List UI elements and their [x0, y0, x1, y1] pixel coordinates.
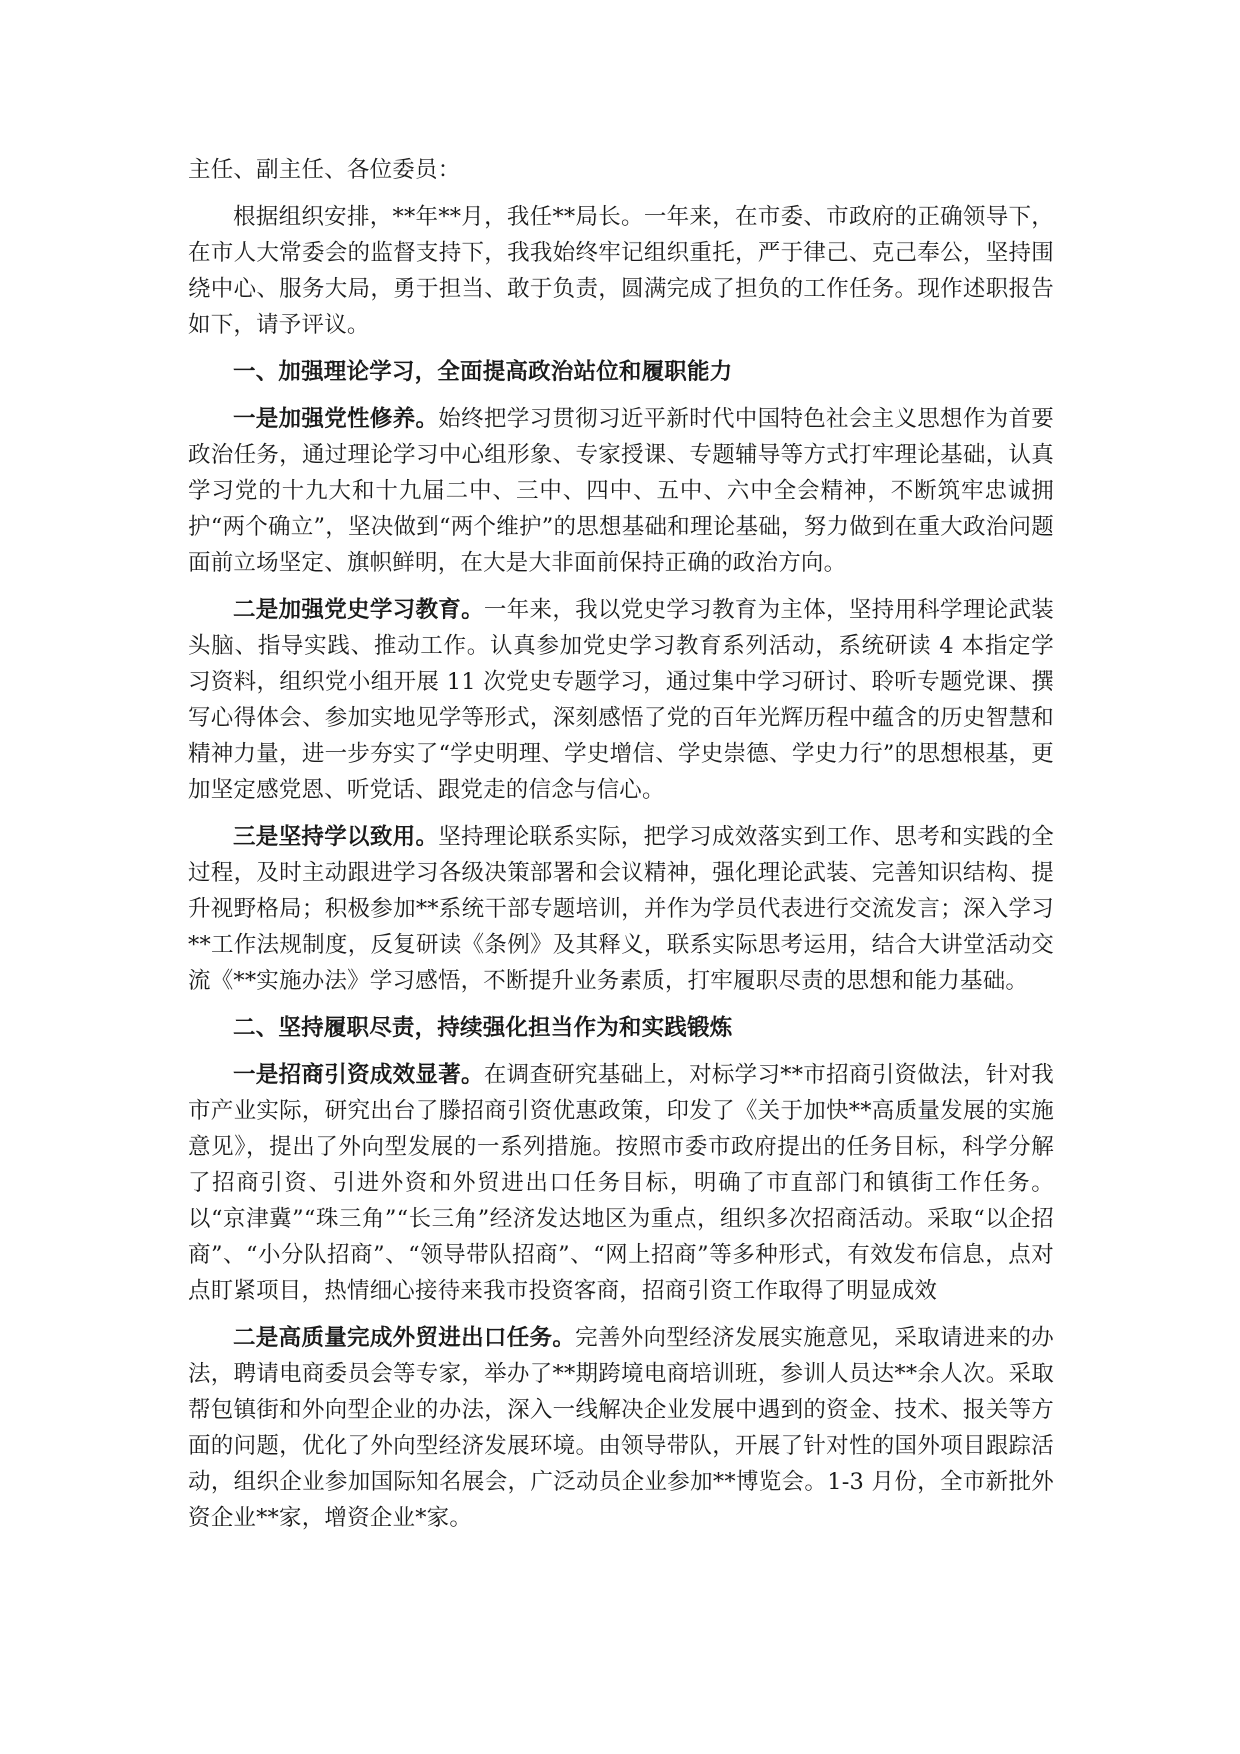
section-heading-2: 二、坚持履职尽责，持续强化担当作为和实践锻炼	[233, 1015, 733, 1041]
paragraph	[188, 819, 1054, 999]
paragraph	[188, 592, 1054, 808]
document-page	[188, 152, 1054, 1547]
salutation: 主任、副主任、各位委员：	[188, 157, 461, 183]
paragraph-body: 始终把学习贯彻习近平新时代中国特色社会主义思想作为首要政治任务，通过理论学习中心组形象、专家授课、专题辅导等方式打牢理论基础，认真学习党的十九大和十九届二中、三中、四中、五中、六中全会精神，不断筑牢忠诚拥护“两个确立”，坚决做到“两个维护”的思想基础和理论基础，努力做到在重大政治问题面前立场坚定、旗帜鲜明，在大是大非面前保持正确的政治方向。	[188, 406, 1054, 576]
paragraph	[188, 1057, 1054, 1309]
paragraph-lead: 二是加强党史学习教育。	[233, 597, 484, 623]
paragraph-body: 一年来，我以党史学习教育为主体，坚持用科学理论武装头脑、指导实践、推动工作。认真参加党史学习教育系列活动，系统研读 4 本指定学习资料，组织党小组开展 11 次党史专题学习，通过集中学习研讨、聆听专题党课、撰写心得体会、参加实地见学等形式，深刻感悟了党的百年光辉历程中蕴含的历史智慧和精神力量，进一步夯实了“学史明理、学史增信、学史崇德、学史力行”的思想根基，更加坚定感党恩、听党话、跟党走的信念与信心。	[188, 597, 1054, 803]
paragraph	[188, 1320, 1054, 1536]
paragraph-body: 完善外向型经济发展实施意见，采取请进来的办法，聘请电商委员会等专家，举办了**期跨境电商培训班，参训人员达**余人次。采取帮包镇街和外向型企业的办法，深入一线解决企业发展中遇到的资金、技术、报关等方面的问题，优化了外向型经济发展环境。由领导带队，开展了针对性的国外项目跟踪活动，组织企业参加国际知名展会，广泛动员企业参加**博览会。1-3 月份，全市新批外资企业**家，增资企业*家。	[188, 1325, 1054, 1531]
paragraph-lead: 一是加强党性修养。	[233, 406, 439, 432]
paragraph-body: 在调查研究基础上，对标学习**市招商引资做法，针对我市产业实际，研究出台了滕招商引资优惠政策，印发了《关于加快**高质量发展的实施意见》，提出了外向型发展的一系列措施。按照市委市政府提出的任务目标，科学分解了招商引资、引进外资和外贸进出口任务目标，明确了市直部门和镇街工作任务。以“京津冀”“珠三角”“长三角”经济发达地区为重点，组织多次招商活动。采取“以企招商”、“小分队招商”、“领导带队招商”、“网上招商”等多种形式，有效发布信息，点对点盯紧项目，热情细心接待来我市投资客商，招商引资工作取得了明显成效	[188, 1062, 1055, 1304]
intro-paragraph: 根据组织安排，**年**月，我任**局长。一年来，在市委、市政府的正确领导下，在市人大常委会的监督支持下，我我始终牢记组织重托，严于律己、克己奉公，坚持围绕中心、服务大局，勇于担当、敢于负责，圆满完成了担负的工作任务。现作述职报告如下，请予评议。	[188, 204, 1054, 338]
paragraph-lead: 二是高质量完成外贸进出口任务。	[233, 1325, 576, 1351]
paragraph-body: 坚持理论联系实际，把学习成效落实到工作、思考和实践的全过程，及时主动跟进学习各级决策部署和会议精神，强化理论武装、完善知识结构、提升视野格局；积极参加**系统干部专题培训，并作为学员代表进行交流发言；深入学习**工作法规制度，反复研读《条例》及其释义，联系实际思考运用，结合大讲堂活动交流《**实施办法》学习感悟，不断提升业务素质，打牢履职尽责的思想和能力基础。	[188, 824, 1054, 994]
paragraph-lead: 一是招商引资成效显著。	[233, 1062, 484, 1088]
paragraph	[188, 401, 1054, 581]
paragraph-lead: 三是坚持学以致用。	[233, 824, 439, 850]
section-heading-1: 一、加强理论学习，全面提高政治站位和履职能力	[233, 359, 733, 385]
